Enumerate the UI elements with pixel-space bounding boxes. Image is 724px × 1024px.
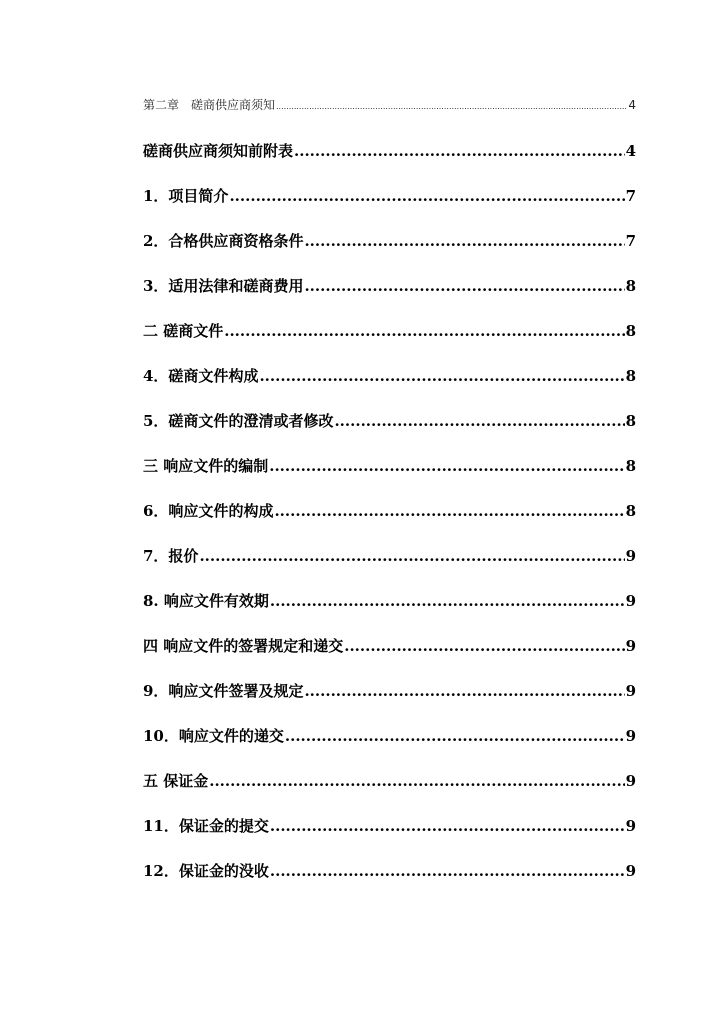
toc-dot-leader <box>285 727 625 745</box>
toc-dot-leader <box>270 817 625 835</box>
toc-entry-title: 6．响应文件的构成 <box>143 502 274 520</box>
toc-entry-6[interactable] <box>143 500 636 545</box>
toc-dot-leader <box>294 142 625 160</box>
toc-entry-5[interactable] <box>143 410 636 455</box>
toc-entry-title: 10．响应文件的递交 <box>143 727 284 745</box>
toc-dot-leader <box>270 592 625 610</box>
toc-entry-title: 2．合格供应商资格条件 <box>143 232 304 250</box>
toc-entry-page: 8 <box>625 412 636 430</box>
toc-entry-title: 12．保证金的没收 <box>143 862 269 880</box>
toc-section-3[interactable] <box>143 455 636 500</box>
toc-dot-leader <box>224 322 624 340</box>
toc-entry-1[interactable] <box>143 185 636 230</box>
toc-entry-11[interactable] <box>143 815 636 860</box>
toc-entry-page: 9 <box>625 637 636 655</box>
toc-dot-leader <box>344 637 624 655</box>
toc-entry-page: 9 <box>625 682 636 700</box>
toc-entry-2[interactable] <box>143 230 636 275</box>
toc-entry-12[interactable] <box>143 860 636 905</box>
toc-entry-title: 3．适用法律和磋商费用 <box>143 277 304 295</box>
toc-entry-page: 9 <box>625 862 636 880</box>
toc-entry-title: 9．响应文件签署及规定 <box>143 682 304 700</box>
toc-chapter-page: 4 <box>628 98 636 112</box>
toc-entry-front-table[interactable] <box>143 140 636 185</box>
toc-entry-7[interactable] <box>143 545 636 590</box>
toc-entry-4[interactable] <box>143 365 636 410</box>
toc-entry-10[interactable] <box>143 725 636 770</box>
toc-dot-leader <box>270 862 625 880</box>
toc-entry-page: 9 <box>625 592 636 610</box>
toc-entry-page: 9 <box>625 547 636 565</box>
toc-entry-title: 1．项目简介 <box>143 187 229 205</box>
toc-dot-leader <box>304 277 624 295</box>
toc-entry-page: 7 <box>625 232 636 250</box>
toc-entry-title: 三 响应文件的编制 <box>143 457 269 475</box>
toc-entry-9[interactable] <box>143 680 636 725</box>
toc-entry-title: 4．磋商文件构成 <box>143 367 259 385</box>
toc-dot-leader <box>259 367 624 385</box>
toc-section-2[interactable] <box>143 320 636 365</box>
toc-dot-leader <box>304 682 624 700</box>
toc-chapter-title: 第二章 磋商供应商须知 <box>143 98 276 112</box>
toc-entry-page: 8 <box>625 457 636 475</box>
toc-entry-title: 四 响应文件的签署规定和递交 <box>143 637 344 655</box>
toc-dot-leader <box>269 457 624 475</box>
toc-entry-page: 8 <box>625 277 636 295</box>
toc-dot-leader <box>304 232 624 250</box>
toc-entry-title: 5．磋商文件的澄清或者修改 <box>143 412 334 430</box>
toc-section-4[interactable] <box>143 635 636 680</box>
toc-dot-leader <box>209 772 624 790</box>
toc-dot-leader <box>334 412 624 430</box>
toc-dot-leader <box>274 502 624 520</box>
toc-section-5[interactable] <box>143 770 636 815</box>
toc-entry-page: 9 <box>625 772 636 790</box>
toc-entry-page: 4 <box>625 142 636 160</box>
toc-entry-page: 9 <box>625 727 636 745</box>
toc-dot-leader <box>229 187 624 205</box>
toc-entry-page: 8 <box>625 367 636 385</box>
toc-entry-title: 11．保证金的提交 <box>143 817 269 835</box>
toc-entry-title: 二 磋商文件 <box>143 322 224 340</box>
toc-dot-leader <box>276 98 627 112</box>
toc-entry-title: 8. 响应文件有效期 <box>143 592 269 610</box>
toc-entry-8[interactable] <box>143 590 636 635</box>
toc-entry-page: 7 <box>625 187 636 205</box>
toc-entry-title: 7．报价 <box>143 547 199 565</box>
toc-entry-page: 8 <box>625 502 636 520</box>
toc-entry-page: 9 <box>625 817 636 835</box>
toc-entry-title: 磋商供应商须知前附表 <box>143 142 294 160</box>
toc-dot-leader <box>199 547 624 565</box>
table-of-contents <box>143 96 636 905</box>
toc-entry-title: 五 保证金 <box>143 772 209 790</box>
toc-entry-page: 8 <box>625 322 636 340</box>
toc-entry-3[interactable] <box>143 275 636 320</box>
toc-chapter-line[interactable] <box>143 96 636 116</box>
